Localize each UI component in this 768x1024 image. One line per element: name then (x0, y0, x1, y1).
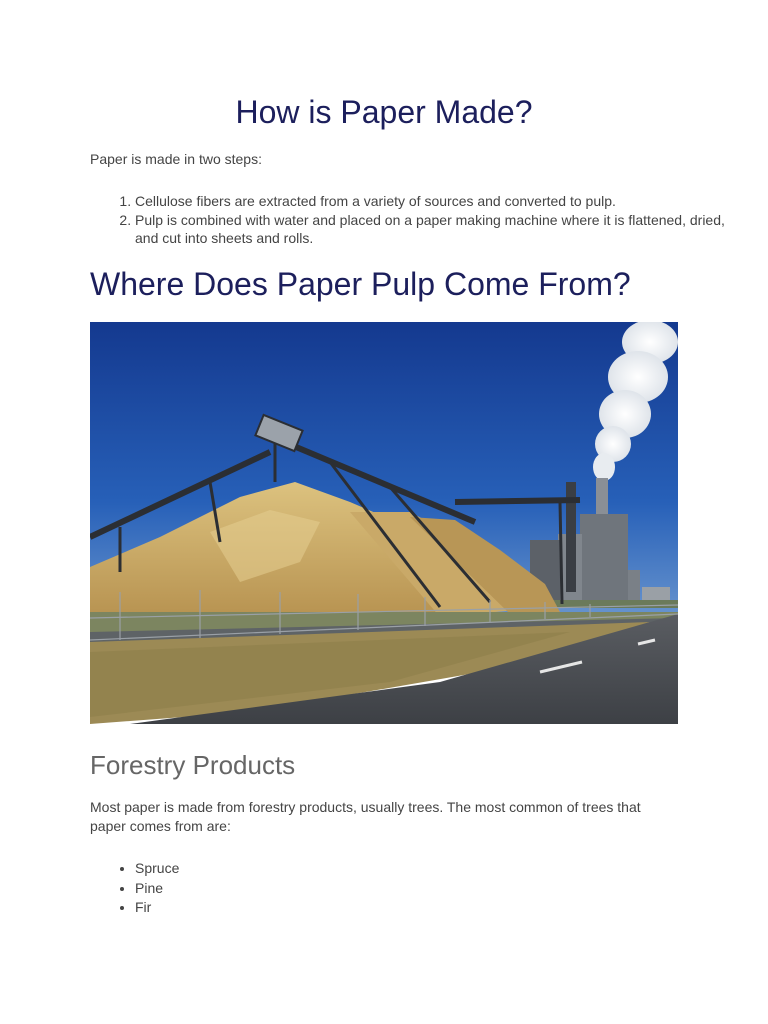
paper-mill-illustration (90, 322, 678, 724)
list-item: • Spruce (135, 859, 179, 879)
intro-text: Paper is made in two steps: (90, 151, 262, 167)
trees-list (90, 859, 179, 918)
step-item: 1. Cellulose fibers are extracted from a variety of sources and converted to pulp. (135, 192, 735, 211)
subsection-heading: Forestry Products (90, 750, 296, 780)
section-heading: Where Does Paper Pulp Come From? (90, 266, 631, 302)
forestry-paragraph: Most paper is made from forestry products, usually trees. The most common of trees that paper comes from are: (90, 799, 641, 834)
steps-list (90, 192, 735, 248)
step-item: 2. Pulp is combined with water and placed on a paper making machine where it is flattened, dried, and cut into sheets and rolls. (135, 211, 735, 248)
list-item: • Pine (135, 879, 179, 899)
paper-mill-photo (90, 322, 678, 724)
list-item: • Fir (135, 898, 179, 918)
page-title: How is Paper Made? (235, 94, 533, 130)
